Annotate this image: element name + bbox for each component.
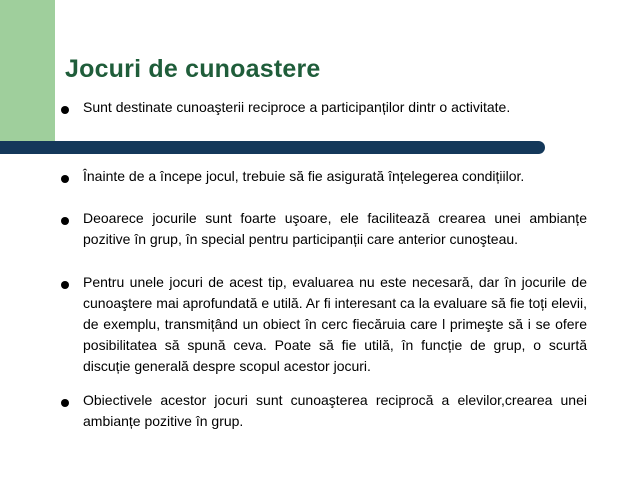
bullet-text: Deoarece jocurile sunt foarte uşoare, ele facilitează crearea unei ambianțe pozitive în grup, în special pentru participanții care anterior cunoşteau. — [83, 210, 587, 247]
bullet-text: Sunt destinate cunoaşterii reciproce a participanților dintr o activitate. — [83, 99, 511, 115]
bullet-text: Obiectivele acestor jocuri sunt cunoaşterea reciprocă a elevilor,crearea unei ambianțe pozitive în grup. — [83, 392, 587, 429]
slide-title: Jocuri de cunoastere — [65, 55, 321, 83]
bullet-text: Pentru unele jocuri de acest tip, evaluarea nu este necesară, dar în jocurile de cunoaştere mai aprofundată e utilă. Ar fi interesant ca la evaluare să fie toți elevii, de exemplu, transmițând un obiect în cerc fiecăruia care l primeşte să i se ofere posibilitatea să spună ceva. Poate să fie utilă, în funcție de grup, o scurtă discuție generală despre scopul acestor jocuri. — [83, 274, 587, 374]
bullet-dot-icon — [61, 281, 69, 289]
bullet-dot-icon — [61, 106, 69, 114]
bullet-dot-icon — [61, 399, 69, 407]
title-divider-bar — [0, 141, 545, 154]
bullet-dot-icon — [61, 217, 69, 225]
bullet-dot-icon — [61, 175, 69, 183]
bullet-text: Înainte de a începe jocul, trebuie să fie asigurată înțelegerea condițiilor. — [83, 168, 525, 184]
